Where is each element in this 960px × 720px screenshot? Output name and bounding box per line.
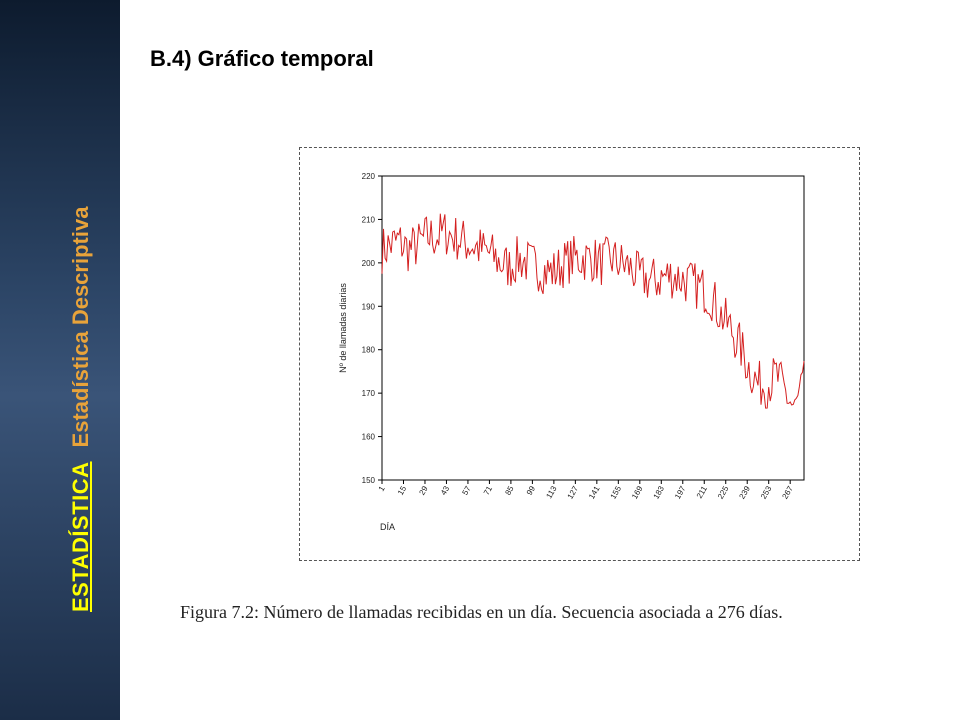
x-tick-label: 99 [524, 484, 538, 497]
x-axis-ticks [377, 480, 795, 501]
y-tick-label: 150 [361, 476, 375, 485]
y-axis-label: Nº de llamadas diarias [338, 283, 348, 373]
y-tick-label: 220 [361, 172, 375, 181]
y-axis-ticks [362, 172, 382, 485]
x-tick-label: 141 [587, 484, 602, 501]
x-tick-label: 155 [608, 484, 624, 501]
figure-caption: Figura 7.2: Número de llamadas recibidas en un día. Secuencia asociada a 276 días. [180, 602, 783, 622]
y-tick-label: 170 [361, 389, 375, 399]
x-tick-label: 57 [460, 484, 473, 497]
sidebar-sub-label: Estadística Descriptiva [68, 206, 93, 448]
x-tick-label: 169 [630, 484, 645, 501]
slide-title: B.4) Gráfico temporal [150, 46, 374, 71]
y-tick-label: 190 [361, 302, 375, 312]
x-axis-label: DÍA [380, 522, 396, 532]
x-tick-label: 211 [694, 484, 709, 501]
sidebar-vertical-title [68, 207, 94, 612]
y-tick-label: 210 [361, 215, 375, 225]
x-tick-label: 183 [651, 484, 667, 501]
y-tick-label: 160 [361, 432, 375, 442]
x-tick-label: 43 [438, 484, 452, 497]
chart-frame [299, 147, 860, 561]
x-tick-label: 225 [715, 484, 731, 501]
y-tick-label: 200 [361, 258, 375, 268]
sidebar [0, 0, 120, 720]
series-line [382, 214, 804, 408]
y-tick-label: 180 [361, 345, 375, 355]
x-tick-label: 29 [417, 484, 430, 497]
x-tick-label: 267 [780, 484, 795, 501]
x-tick-label: 1 [376, 484, 387, 493]
x-tick-label: 71 [481, 484, 495, 497]
x-tick-label: 15 [395, 484, 409, 497]
x-tick-label: 113 [544, 484, 559, 501]
x-tick-label: 127 [565, 484, 581, 501]
x-tick-label: 253 [758, 484, 774, 501]
x-tick-label: 239 [737, 484, 752, 501]
x-tick-label: 85 [503, 484, 516, 497]
sidebar-main-label: ESTADÍSTICA [68, 461, 93, 612]
time-series-chart [300, 148, 859, 560]
x-tick-label: 197 [673, 484, 688, 501]
